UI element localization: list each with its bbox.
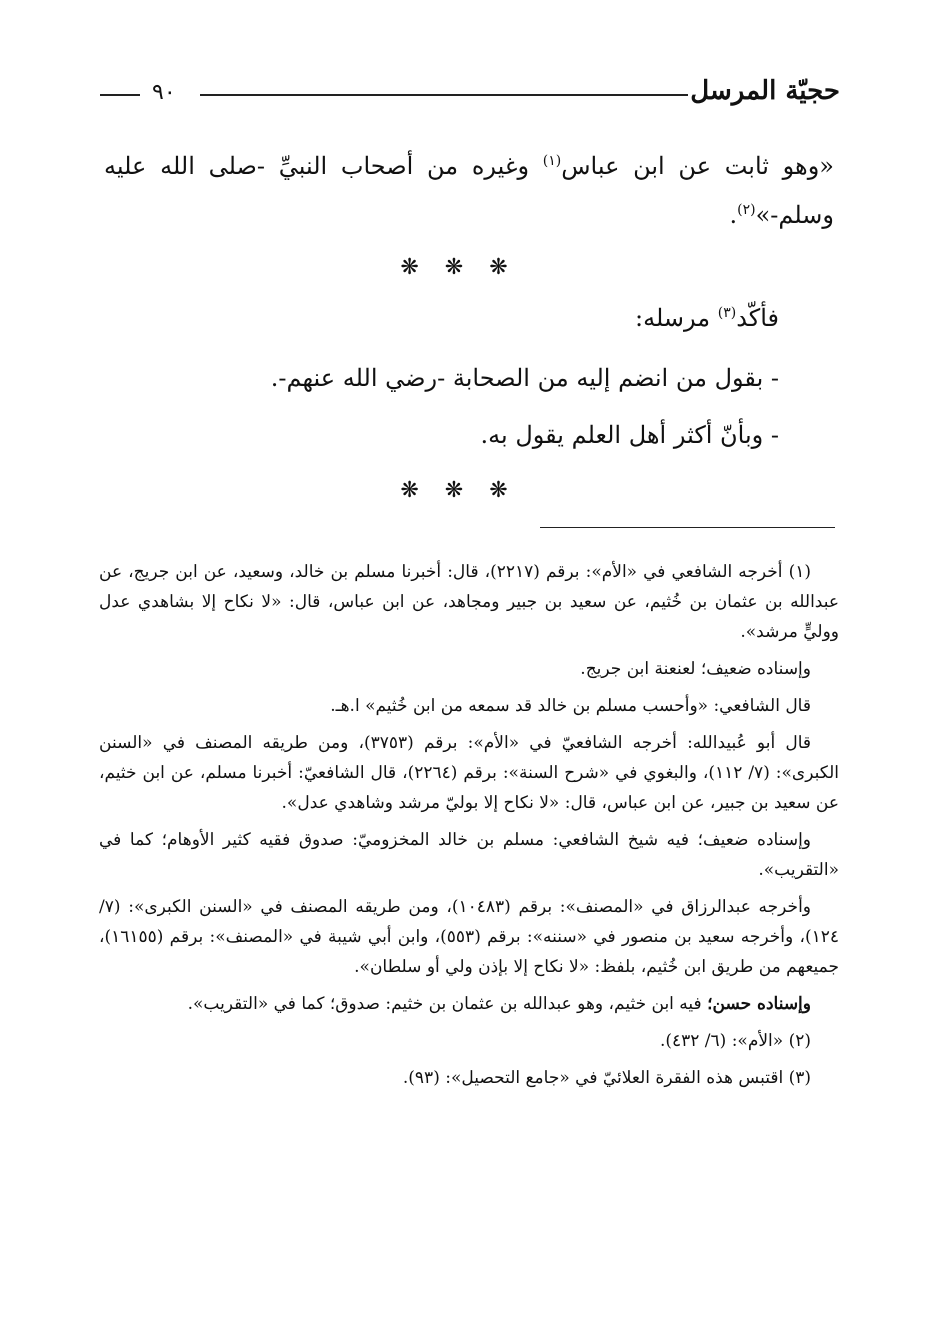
main-line-3: - وبأنّ أكثر أهل العلم يقول به.: [480, 421, 779, 449]
footnotes: [99, 557, 839, 1100]
footnote-paragraph: قال أبو عُبيدالله: أخرجه الشافعيّ في «الأم»: برقم (٣٧٥٣)، ومن طريقه المصنف في «السنن الكبرى»: (٧/ ١١٢)، والبغوي في «شرح السنة»: برقم (٢٢٦٤)، قال الشافعيّ: أخبرنا مسلم، عن ابن خثيم، عن سعيد بن جبير، عن ابن عباس، قال: «لا نكاح إلا بوليّ مرشد وشاهدي عدل».: [99, 733, 839, 813]
star-ornament-icon: ❋: [444, 478, 490, 503]
running-title: حجيّة المرسل: [690, 76, 840, 106]
footnote-ref-2: (٢): [737, 202, 756, 218]
star-ornament-icon: ❋: [400, 255, 445, 280]
section-divider: [0, 478, 934, 503]
star-ornament-icon: ❋: [489, 478, 534, 503]
star-ornament-icon: ❋: [444, 255, 490, 280]
main-line-1: فأكّد$^{(٣)}$ مرسله:: [634, 304, 779, 332]
footnote-separator: [540, 527, 835, 528]
footnote-paragraph: وأخرجه عبدالرزاق في «المصنف»: برقم (١٠٤٨٣)، ومن طريقه المصنف في «السنن الكبرى»: (٧/ ١٢٤)، وأخرجه سعيد بن منصور في «سننه»: برقم (٥٥٣)، وابن أبي شيبة في «المصنف»: برقم (١٦١٥٥)، جميعهم من طريق ابن خُثيم، بلفظ: «لا نكاح إلا بإذن ولي أو سلطان».: [99, 897, 839, 977]
main-line-2: - بقول من انضم إليه من الصحابة -رضي الله عنهم-.: [270, 364, 779, 392]
page-header: [100, 70, 840, 120]
main-paragraph: «وهو ثابت عن ابن عباس$^{(١)}$ وغيره من أصحاب النبيِّ -صلى الله عليه وسلم-»$^{(٢)}$.: [104, 152, 834, 229]
header-rule-middle: [200, 94, 688, 96]
star-ornament-icon: ❋: [400, 478, 445, 503]
footnote-paragraph: وإسناده ضعيف؛ لعنعنة ابن جريج.: [580, 659, 811, 679]
footnote-paragraph: قال الشافعي: «وأحسب مسلم بن خالد قد سمعه من ابن خُثيم» ا.هـ.: [330, 696, 811, 716]
footnote-2: (٢) «الأم»: (٦/ ٤٣٢).: [659, 1031, 811, 1051]
footnote-paragraph: وإسناده حسن؛ فيه ابن خثيم، وهو عبدالله بن عثمان بن خثيم: صدوق؛ كما في «التقريب».: [187, 994, 811, 1014]
section-divider: [0, 255, 934, 280]
footnote-3: (٣) اقتبس هذه الفقرة العلائيّ في «جامع التحصيل»: (٩٣).: [402, 1068, 811, 1088]
star-ornament-icon: ❋: [489, 255, 534, 280]
footnote-ref-1: (١): [542, 153, 562, 169]
footnote-paragraph: وإسناده ضعيف؛ فيه شيخ الشافعي: مسلم بن خالد المخزوميّ: صدوق فقيه كثير الأوهام؛ كما في «التقريب».: [99, 830, 839, 880]
footnote-ref-3: (٣): [717, 305, 737, 321]
footnote-1: (١) أخرجه الشافعي في «الأم»: برقم (٢٢١٧)، قال: أخبرنا مسلم بن خالد، وسعيد، عن ابن جريج، عن عبدالله بن عثمان بن خُثيم، عن سعيد بن جبير ومجاهد، عن ابن عباس، قال: «لا نكاح إلا بشاهدي عدل ووليٍّ مرشد».: [99, 562, 839, 642]
header-rule-left: [100, 94, 140, 96]
page-number: ٩٠: [152, 80, 176, 105]
